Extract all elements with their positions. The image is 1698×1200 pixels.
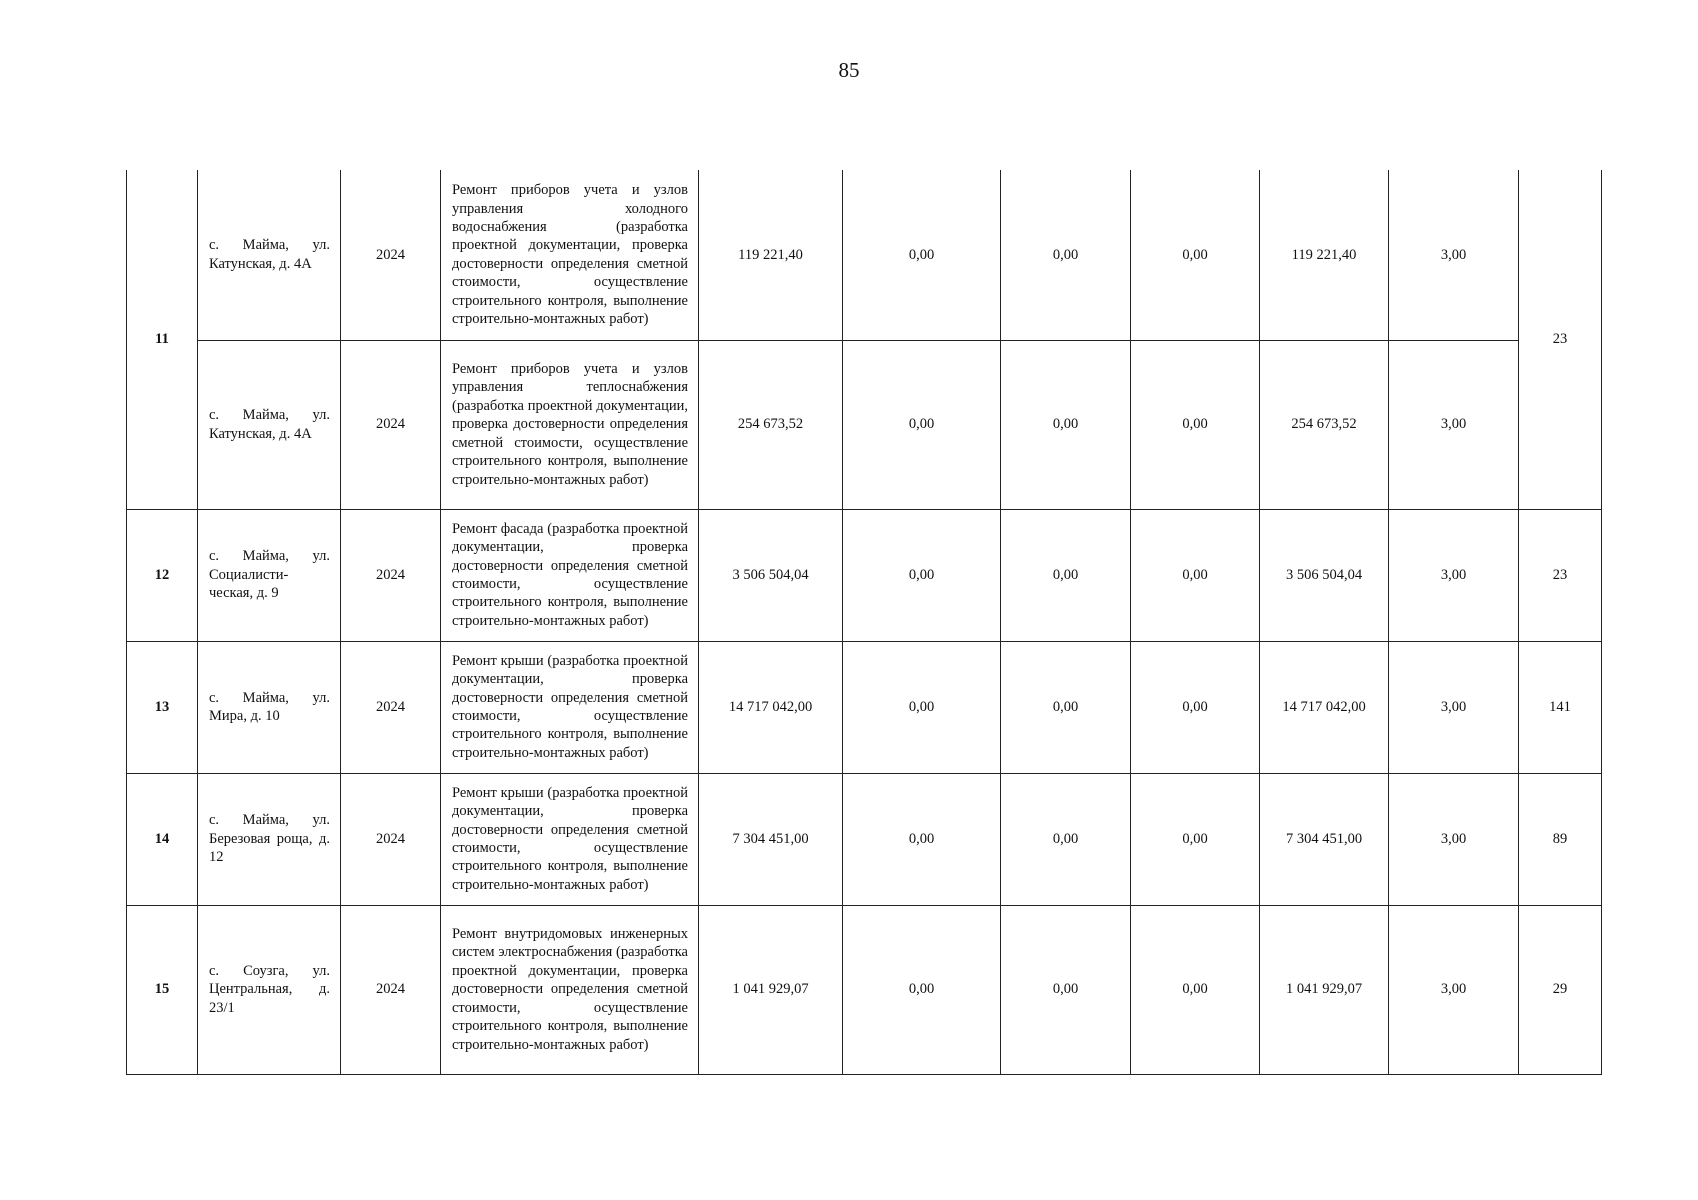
- total-cost-cell: 3 506 504,04: [699, 509, 843, 641]
- work-description-cell: Ремонт фасада (разработка проектной документации, проверка достоверности определения сметной стоимости, осуществление строительного контроля, выполнение строительно-монтажных работ): [441, 509, 699, 641]
- address-cell: с. Майма, ул. Социалисти-ческая, д. 9: [198, 509, 341, 641]
- value-cell: 0,00: [1131, 905, 1260, 1074]
- work-description-cell: Ремонт крыши (разработка проектной документации, проверка достоверности определения сметной стоимости, осуществление строительного контроля, выполнение строительно-монтажных работ): [441, 641, 699, 773]
- value-cell: 3,00: [1389, 340, 1519, 509]
- total-cost-cell: 14 717 042,00: [699, 641, 843, 773]
- work-description-cell: Ремонт приборов учета и узлов управления теплоснабжения (разработка проектной документации, проверка достоверности определения сметной стоимости, осуществление строительного контроля, выполнение строительно-монтажных работ): [441, 340, 699, 509]
- value-cell: 0,00: [1131, 509, 1260, 641]
- table-row: [127, 641, 1602, 773]
- value-cell: 254 673,52: [1260, 340, 1389, 509]
- value-cell: 3,00: [1389, 509, 1519, 641]
- total-cost-cell: 7 304 451,00: [699, 773, 843, 905]
- page-number: 85: [838, 58, 860, 82]
- work-description-cell: Ремонт крыши (разработка проектной документации, проверка достоверности определения сметной стоимости, осуществление строительного контроля, выполнение строительно-монтажных работ): [441, 773, 699, 905]
- year-cell: 2024: [341, 905, 441, 1074]
- value-cell: 0,00: [1001, 905, 1131, 1074]
- value-cell: 0,00: [1001, 773, 1131, 905]
- address-cell: с. Майма, ул. Катунская, д. 4А: [198, 170, 341, 340]
- total-cost-cell: 1 041 929,07: [699, 905, 843, 1074]
- year-cell: 2024: [341, 509, 441, 641]
- last-value-cell: 141: [1519, 641, 1602, 773]
- value-cell: 0,00: [843, 340, 1001, 509]
- table-row: [127, 340, 1602, 509]
- last-value-cell: 23: [1519, 170, 1602, 509]
- table-row: [127, 773, 1602, 905]
- last-value-cell: 29: [1519, 905, 1602, 1074]
- total-cost-cell: 254 673,52: [699, 340, 843, 509]
- value-cell: 0,00: [843, 641, 1001, 773]
- row-number: 12: [127, 509, 198, 641]
- value-cell: 3 506 504,04: [1260, 509, 1389, 641]
- value-cell: 0,00: [1131, 170, 1260, 340]
- value-cell: 3,00: [1389, 170, 1519, 340]
- value-cell: 3,00: [1389, 641, 1519, 773]
- table-row: [127, 905, 1602, 1074]
- address-cell: с. Майма, ул. Мира, д. 10: [198, 641, 341, 773]
- total-cost-cell: 119 221,40: [699, 170, 843, 340]
- row-number: 15: [127, 905, 198, 1074]
- value-cell: 3,00: [1389, 905, 1519, 1074]
- value-cell: 0,00: [1001, 509, 1131, 641]
- work-description-cell: Ремонт приборов учета и узлов управления холодного водоснабжения (разработка проектной документации, проверка достоверности определения сметной стоимости, осуществление строительного контроля, выполнение строительно-монтажных работ): [441, 170, 699, 340]
- address-cell: с. Майма, ул. Березовая роща, д. 12: [198, 773, 341, 905]
- value-cell: 1 041 929,07: [1260, 905, 1389, 1074]
- value-cell: 0,00: [1001, 641, 1131, 773]
- value-cell: 0,00: [1131, 773, 1260, 905]
- value-cell: 119 221,40: [1260, 170, 1389, 340]
- value-cell: 3,00: [1389, 773, 1519, 905]
- value-cell: 14 717 042,00: [1260, 641, 1389, 773]
- value-cell: 0,00: [843, 509, 1001, 641]
- work-description-cell: Ремонт внутридомовых инженерных систем электроснабжения (разработка проектной документации, проверка достоверности определения сметной стоимости, осуществление строительного контроля, выполнение строительно-монтажных работ): [441, 905, 699, 1074]
- row-number: 14: [127, 773, 198, 905]
- value-cell: 0,00: [1001, 170, 1131, 340]
- row-number: 13: [127, 641, 198, 773]
- row-number: 11: [127, 170, 198, 509]
- table-row: [127, 170, 1602, 340]
- table-row: [127, 509, 1602, 641]
- address-cell: с. Майма, ул. Катунская, д. 4А: [198, 340, 341, 509]
- value-cell: 7 304 451,00: [1260, 773, 1389, 905]
- repair-program-table: [126, 170, 1602, 1075]
- value-cell: 0,00: [843, 170, 1001, 340]
- year-cell: 2024: [341, 773, 441, 905]
- year-cell: 2024: [341, 340, 441, 509]
- year-cell: 2024: [341, 641, 441, 773]
- value-cell: 0,00: [1131, 340, 1260, 509]
- value-cell: 0,00: [843, 905, 1001, 1074]
- last-value-cell: 23: [1519, 509, 1602, 641]
- value-cell: 0,00: [843, 773, 1001, 905]
- address-cell: с. Соузга, ул. Центральная, д. 23/1: [198, 905, 341, 1074]
- value-cell: 0,00: [1131, 641, 1260, 773]
- last-value-cell: 89: [1519, 773, 1602, 905]
- value-cell: 0,00: [1001, 340, 1131, 509]
- year-cell: 2024: [341, 170, 441, 340]
